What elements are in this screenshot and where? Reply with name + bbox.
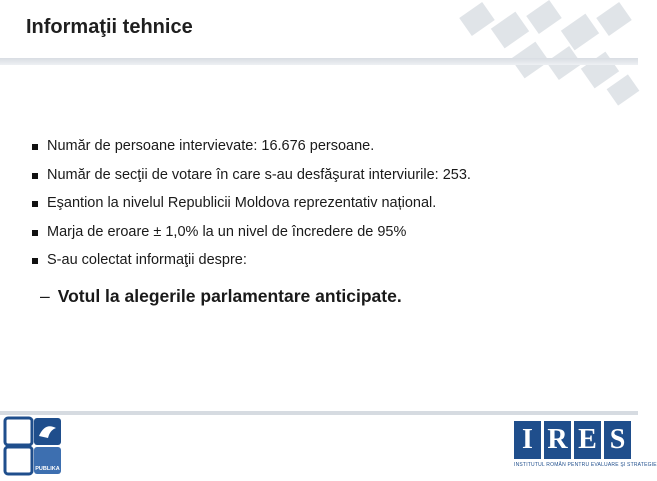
- ires-letter: E: [574, 421, 601, 459]
- publika-logo: [3, 416, 63, 476]
- bullet-square-icon: [32, 144, 38, 150]
- ires-logo: [514, 421, 657, 477]
- ires-subtitle: INSTITUTUL ROMÂN PENTRU EVALUARE ŞI STRATEGIE: [514, 462, 657, 468]
- bullet-text: Marja de eroare ± 1,0% la un nivel de încredere de 95%: [47, 223, 407, 240]
- list-item: [30, 195, 620, 224]
- list-item: [30, 138, 620, 167]
- list-item: [30, 167, 620, 196]
- bullet-text: Număr de secţii de votare în care s-au desfăşurat interviurile: 253.: [47, 166, 471, 183]
- sub-item: [40, 286, 402, 307]
- ires-letter: I: [514, 421, 541, 459]
- bullet-list: [30, 138, 620, 281]
- publika-logo-text: PUBLIKA: [35, 466, 60, 472]
- ires-letter: R: [544, 421, 571, 459]
- bullet-square-icon: [32, 230, 38, 236]
- bullet-text: Eşantion la nivelul Republicii Moldova reprezentativ național.: [47, 195, 437, 211]
- list-item: [30, 252, 620, 281]
- ires-letter: S: [604, 421, 631, 459]
- sub-item-dash: –: [40, 286, 50, 306]
- header-divider: [0, 58, 638, 65]
- bullet-text: Număr de persoane intervievate: 16.676 persoane.: [47, 138, 375, 154]
- bullet-square-icon: [32, 201, 38, 207]
- list-item: [30, 224, 620, 253]
- bullet-text: S-au colectat informaţii despre:: [47, 252, 247, 268]
- ires-letters: [514, 421, 634, 459]
- page-title: Informaţii tehnice: [26, 16, 193, 38]
- sub-item-text: Votul la alegerile parlamentare anticipate.: [57, 286, 402, 306]
- footer-divider: [0, 411, 638, 415]
- bullet-square-icon: [32, 173, 38, 179]
- bullet-square-icon: [32, 258, 38, 264]
